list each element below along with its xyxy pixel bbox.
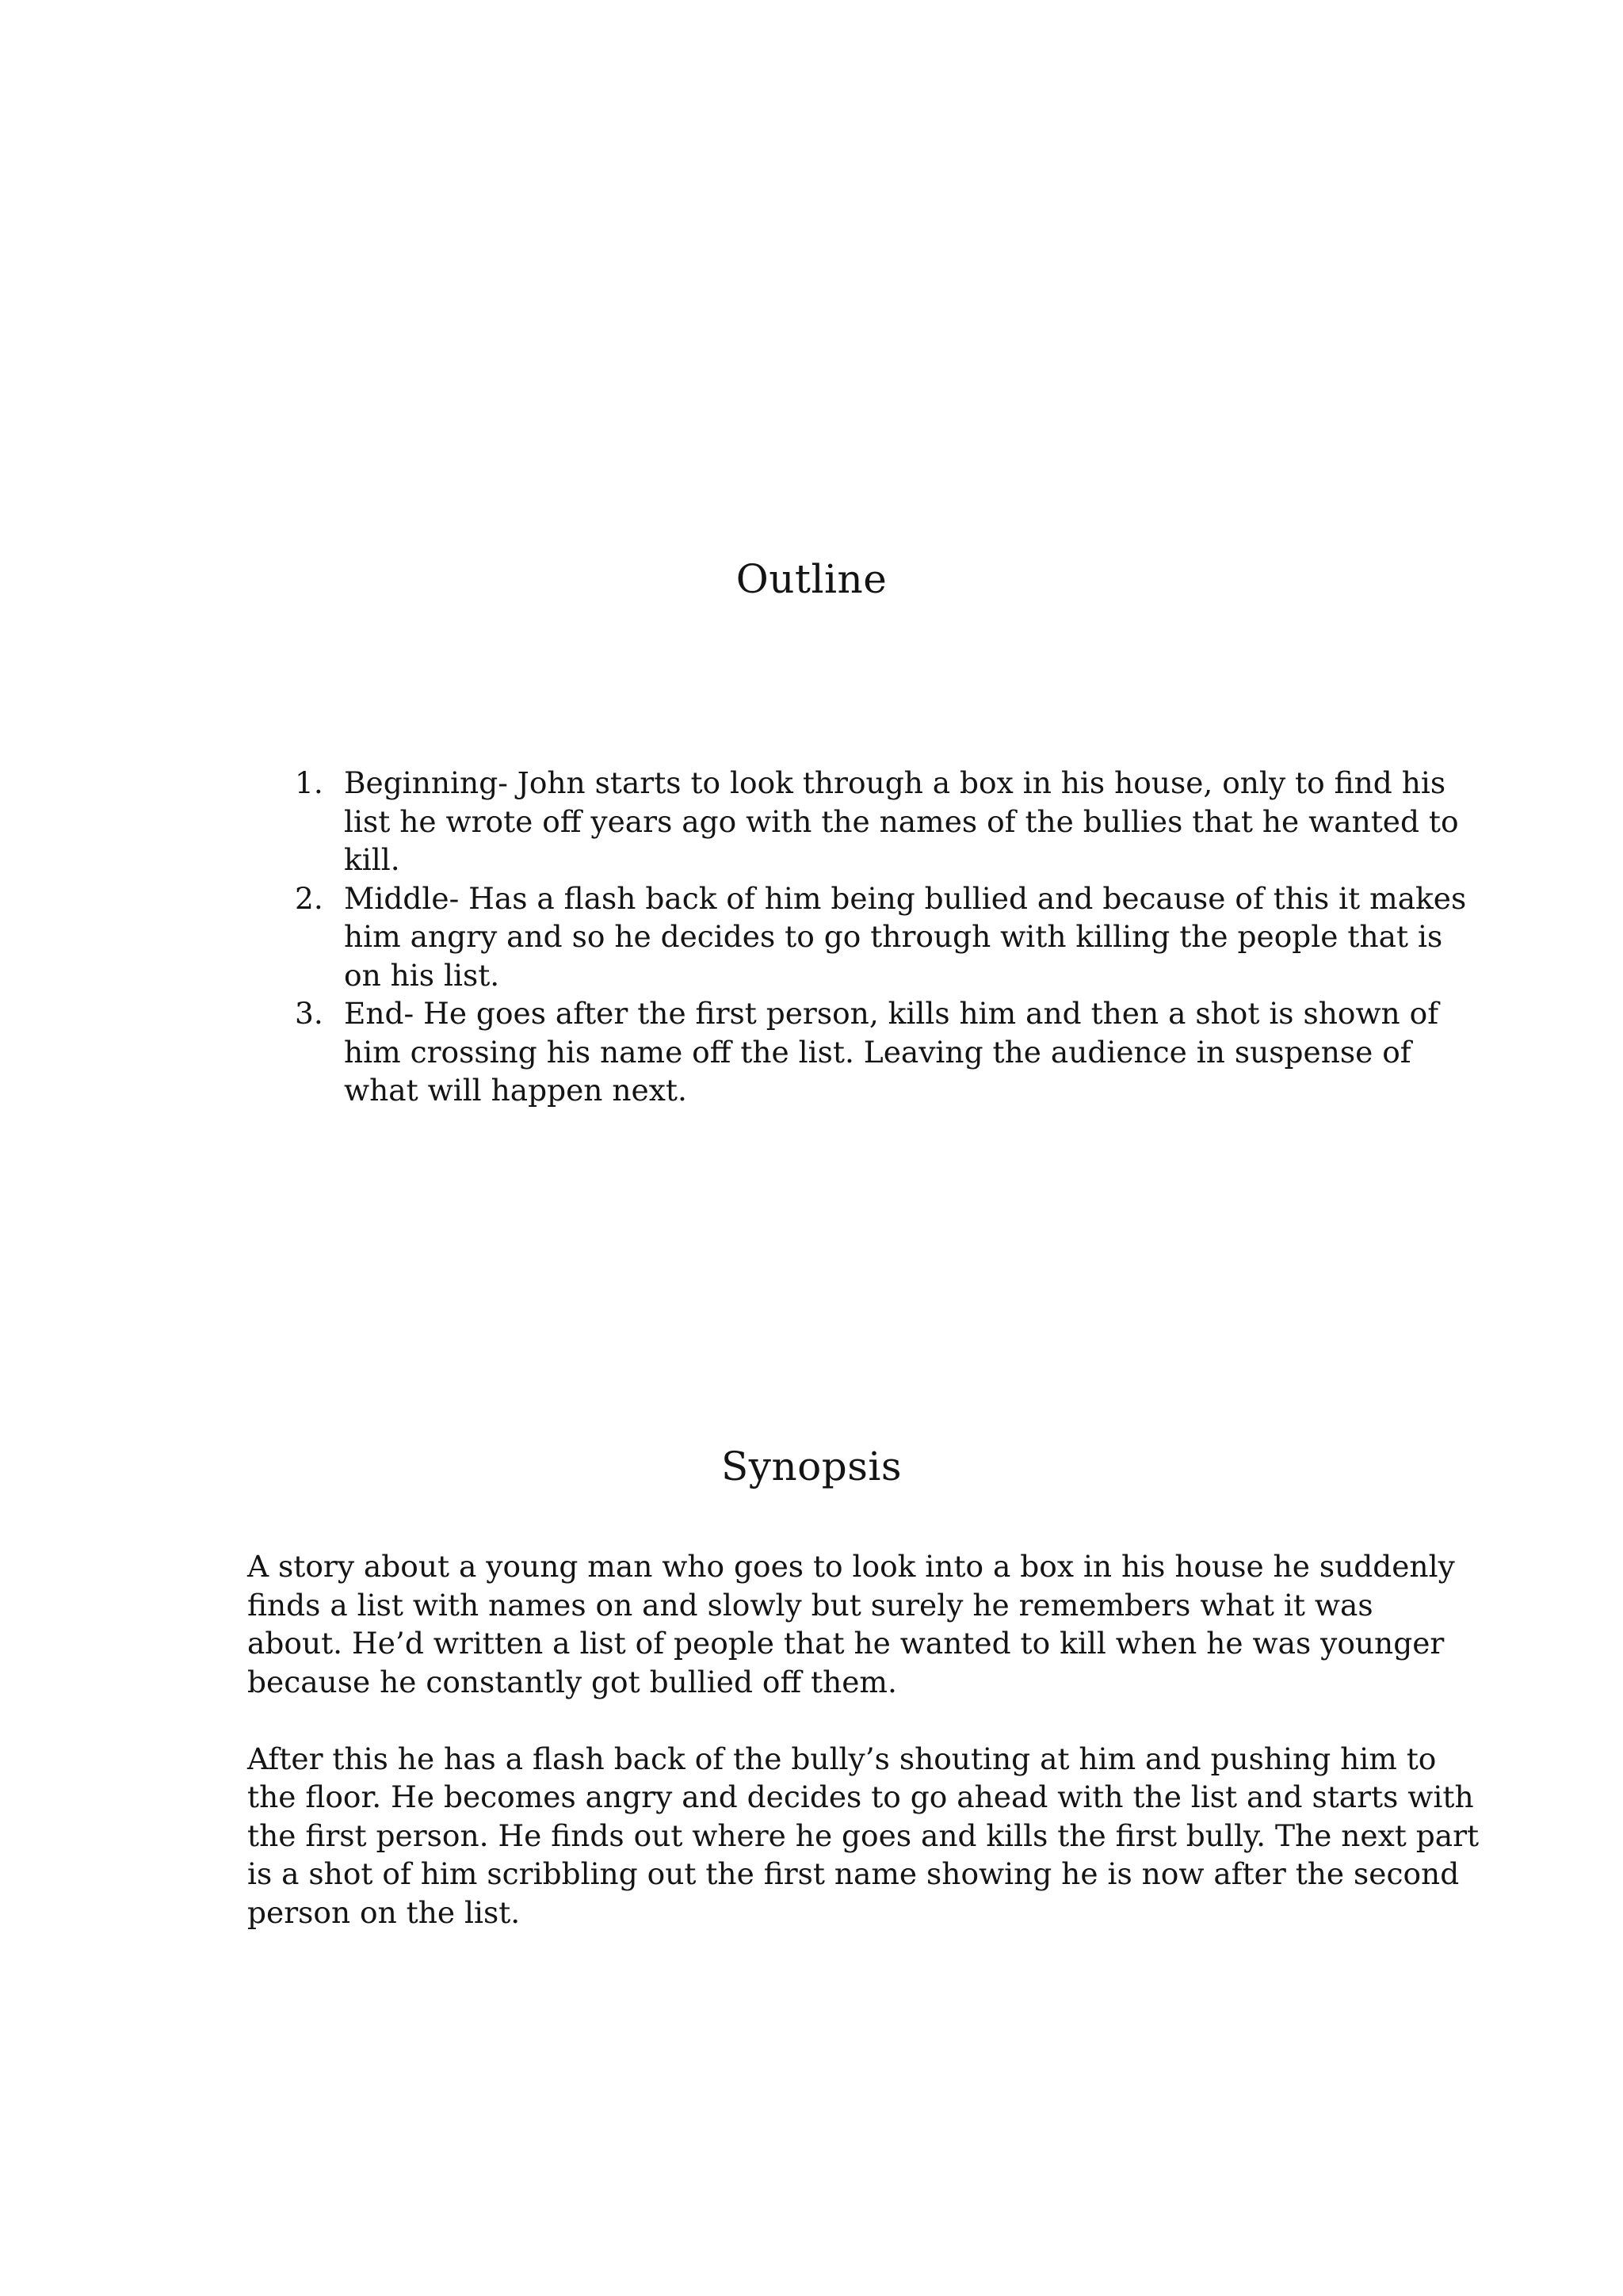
paragraph-line: A story about a young man who goes to look into a box in his house he suddenly: [247, 1549, 1455, 1584]
outline-item: [295, 764, 1459, 879]
outline-item-line: on his list.: [344, 957, 500, 993]
list-number: 1.: [295, 765, 323, 800]
outline-item-line: Beginning- John starts to look through a box in his house, only to find his: [344, 765, 1446, 800]
outline-item-line: list he wrote off years ago with the names of the bullies that he wanted to: [344, 803, 1459, 839]
synopsis-paragraph: [247, 1740, 1480, 1932]
paragraph-line: the floor. He becomes angry and decides to go ahead with the list and starts with: [247, 1779, 1474, 1814]
synopsis-body: [247, 1547, 1480, 1932]
paragraph-line: After this he has a flash back of the bully’s shouting at him and pushing him to: [247, 1741, 1437, 1776]
synopsis-paragraph: [247, 1547, 1455, 1701]
paragraph-line: person on the list.: [247, 1894, 521, 1930]
outline-item: [295, 994, 1439, 1110]
paragraph-line: about. He’d written a list of people that he wanted to kill when he was younger: [247, 1626, 1445, 1661]
list-number: 3.: [295, 996, 323, 1031]
paragraph-line: is a shot of him scribbling out the first name showing he is now after the second: [247, 1856, 1460, 1891]
outline-item-line: him angry and so he decides to go through with killing the people that is: [344, 919, 1443, 954]
outline-item-line: him crossing his name off the list. Leaving the audience in suspense of: [344, 1034, 1411, 1070]
paragraph-line: the first person. He finds out where he goes and kills the first bully. The next part: [247, 1817, 1480, 1853]
outline-item: [295, 879, 1467, 995]
paragraph-line: finds a list with names on and slowly but surely he remembers what it was: [247, 1587, 1373, 1623]
outline-item-line: Middle- Has a flash back of him being bullied and because of this it makes: [344, 880, 1467, 916]
outline-item-line: End- He goes after the first person, kills him and then a shot is shown of: [344, 996, 1439, 1031]
list-number: 2.: [295, 880, 323, 916]
outline-list: [295, 764, 1467, 1110]
outline-item-line: what will happen next.: [344, 1073, 687, 1108]
outline-heading: Outline: [735, 556, 888, 602]
synopsis-heading: Synopsis: [720, 1444, 903, 1489]
paragraph-line: because he constantly got bullied off them.: [247, 1664, 897, 1699]
outline-item-line: kill.: [344, 842, 400, 877]
